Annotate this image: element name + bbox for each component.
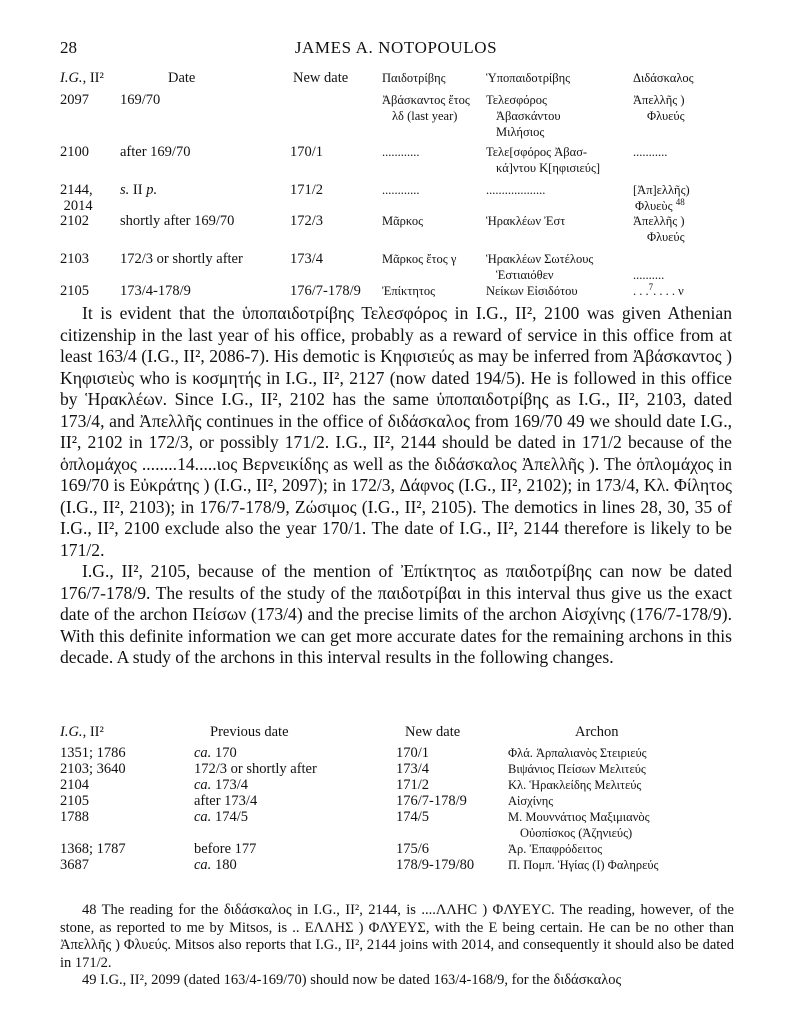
- cell-previous-date: before 177: [194, 841, 257, 857]
- footnote-48: 48 The reading for the διδάσκαλος in I.G., II², 2144, is ....ΛΛΗϹ ) ΦΛΥΕΥϹ. The reading, however, of the stone, as reported to me by Mitsos, is .. ΕΛΛΗΣ ) ΦΛΥΕΥΣ, with the E being certain. He can be no other than Ἀπελλῆς ) Φλυεύς. Mitsos also reports that I.G., II², 2144 joins with 2014, and consequently it should also be dated in 171/2.: [60, 902, 734, 971]
- cell-hypopaidotribes: Τελεσφόρος Ἀβασκάντου Μιλήσιος: [486, 93, 561, 139]
- cell-paidotribes: Μᾶρκος ἔτος γ: [382, 252, 457, 266]
- cell-paidotribes: ............: [382, 183, 420, 197]
- cell-paidotribes: ............: [382, 145, 420, 159]
- cell-date: after 169/70: [120, 144, 191, 160]
- cell-didaskalos: . . .$^7$. . . . ν: [633, 282, 684, 298]
- cell-archon: Φλά. Ἁρπαλιανὸς Στειριεύς: [508, 746, 647, 760]
- cell-ig: 2100: [60, 144, 89, 160]
- cell-previous-date: after 173/4: [194, 793, 258, 809]
- footnotes: [60, 902, 734, 990]
- cell-new-date: 174/5: [396, 809, 430, 825]
- cell-date: s. II p.: [120, 182, 158, 198]
- cell-new-date: 171/2: [396, 777, 430, 793]
- cell-archon: Π. Πομπ. Ἡγίας (I) Φαληρεύς: [508, 858, 659, 872]
- running-head: JAMES A. NOTOPOULOS: [294, 38, 498, 57]
- cell-archon: Αἰσχίνης: [508, 794, 554, 808]
- table-row: [60, 144, 736, 182]
- footnote-49: 49 I.G., II², 2099 (dated 163/4-169/70) should now be dated 163/4-168/9, for the διδάσκαλος: [82, 972, 622, 988]
- cell-ig: 1788: [60, 809, 89, 825]
- cell-date: 172/3 or shortly after: [120, 251, 243, 267]
- cell-ig: 2103: [60, 251, 89, 267]
- cell-new-date: 176/7-178/9: [290, 283, 361, 299]
- table-row: [60, 761, 736, 777]
- cell-ig: 1351; 1786: [60, 745, 126, 761]
- table-row: [60, 857, 736, 873]
- cell-hypopaidotribes: Ἡρακλέων Σωτέλους Ἑστιαιόθεν: [486, 252, 594, 282]
- table-row: [60, 745, 736, 761]
- table-row: [60, 213, 736, 251]
- cell-new-date: 178/9-179/80: [396, 857, 475, 873]
- column-header-ig: I.G., II²: [60, 724, 104, 740]
- cell-new-date: 176/7-178/9: [396, 793, 467, 809]
- cell-ig: 2102: [60, 213, 89, 229]
- cell-hypopaidotribes: ...................: [486, 183, 546, 197]
- body-text: [60, 303, 732, 669]
- table-row: [60, 809, 736, 841]
- table-row: [60, 841, 736, 857]
- table-row: [60, 92, 736, 144]
- column-header-ig: I.G., II²: [60, 70, 104, 86]
- column-header-new-date: New date: [293, 70, 349, 86]
- cell-ig: 2104: [60, 777, 89, 793]
- cell-previous-date: ca. 174/5: [194, 809, 248, 825]
- cell-previous-date: ca. 170: [194, 745, 237, 761]
- cell-didaskalos: Ἀπελλῆς ) Φλυεύς: [633, 93, 685, 123]
- cell-new-date: 175/6: [396, 841, 430, 857]
- cell-ig: 2103; 3640: [60, 761, 126, 777]
- cell-paidotribes: Μᾶρκος: [382, 214, 424, 228]
- cell-new-date: 170/1: [396, 745, 430, 761]
- cell-new-date: 172/3: [290, 213, 324, 229]
- cell-ig: 2105: [60, 793, 89, 809]
- cell-new-date: 173/4: [396, 761, 430, 777]
- cell-archon: Κλ. Ἡρακλείδης Μελιτεύς: [508, 778, 642, 792]
- cell-paidotribes: Ἐπίκτητος: [382, 284, 436, 298]
- cell-didaskalos: ...........: [633, 145, 668, 159]
- cell-ig: 2144, 2014: [60, 182, 93, 214]
- cell-archon: Ἀρ. Ἐπαφρόδειτος: [508, 842, 603, 856]
- cell-didaskalos: ..........: [633, 268, 665, 282]
- cell-previous-date: ca. 180: [194, 857, 237, 873]
- cell-didaskalos: Ἀπελλῆς ) Φλυεύς: [633, 214, 685, 244]
- cell-hypopaidotribes: Νείκων Εἰσιδότου: [486, 284, 578, 298]
- column-header-didaskalos: Διδάσκαλος: [633, 71, 694, 85]
- table-row: [60, 182, 736, 213]
- cell-didaskalos: [Ἀπ]ελλῆς) Φλυεὺς $^{48}$: [633, 183, 690, 213]
- table-header-row: [60, 724, 736, 745]
- cell-new-date: 173/4: [290, 251, 324, 267]
- cell-ig: 1368; 1787: [60, 841, 126, 857]
- cell-hypopaidotribes: Ἡρακλέων Ἐστ: [486, 214, 566, 228]
- archons-table: [60, 724, 736, 873]
- cell-date: shortly after 169/70: [120, 213, 235, 229]
- page-header: [60, 38, 732, 60]
- cell-ig: 2097: [60, 92, 89, 108]
- cell-ig: 2105: [60, 283, 89, 299]
- cell-new-date: 170/1: [290, 144, 324, 160]
- cell-previous-date: ca. 173/4: [194, 777, 248, 793]
- cell-hypopaidotribes: Τελε[σφόρος Ἀβασ- κά]ντου Κ[ηφισιεύς]: [486, 145, 601, 175]
- table-row: [60, 283, 736, 301]
- column-header-date: Date: [168, 70, 196, 86]
- cell-previous-date: 172/3 or shortly after: [194, 761, 317, 777]
- column-header-archon: Archon: [575, 724, 619, 740]
- paragraph-1: It is evident that the ὑποπαιδοτρίβης Τελεσφόρος in I.G., II², 2100 was given Athenian citizenship in the last year of his office, probably as a reward of service in this office from at least 163/4 (I.G., II², 2086-7). His demotic is Κηφισιεύς as may be inferred from Ἀβάσκαντος ) Κηφισιεὺς who is κοσμητής in I.G., II², 2127 (now dated 194/5). He is followed in this office by Ἡρακλέων. Since I.G., II², 2102 has the same ὑποπαιδοτρίβης as I.G., II², 2103, dated 173/4, and Ἀπελλῆς continues in the office of διδάσκαλος from 169/70 49 we should date I.G., II², 2102 in 172/3, or possibly 171/2. I.G., II², 2144 should be dated in 171/2 because of the ὁπλομάχος ........14.....ιος Βερνεικίδης as well as the διδάσκαλος Ἀπελλῆς ). The ὁπλομάχος in 169/70 is Εὐκράτης ) (I.G., II², 2097); in 172/3, Δάφνος (I.G., II², 2102); in 173/4, Κλ. Φίλητος (I.G., II², 2103); in 176/7-178/9, Ζώσιμος (I.G., II², 2105). The demotics in lines 28, 30, 35 of I.G., II², 2100 exclude also the year 170/1. The date of I.G., II², 2144 therefore is likely to be 171/2.: [60, 303, 732, 560]
- page-number: 28: [60, 38, 77, 57]
- ephebic-officials-table: [60, 70, 736, 301]
- column-header-new-date: New date: [405, 724, 461, 740]
- cell-date: 173/4-178/9: [120, 283, 191, 299]
- column-header-previous-date: Previous date: [210, 724, 289, 740]
- cell-ig: 3687: [60, 857, 89, 873]
- table-row: [60, 793, 736, 809]
- cell-archon: Βιψάνιος Πείσων Μελιτεύς: [508, 762, 646, 776]
- column-header-hypopaidotribes: Ὑποπαιδοτρίβης: [486, 71, 571, 85]
- paragraph-2: I.G., II², 2105, because of the mention of Ἐπίκτητος as παιδοτρίβης can now be dated 176/7-178/9. The results of the study of the παιδοτρίβαι in this interval thus give us the exact date of the archon Πείσων (173/4) and the precise limits of the archon Αἰσχίνης (176/7-178/9). With this definite information we can get more accurate dates for the remaining archons in this decade. A study of the archons in this interval results in the following changes.: [60, 561, 732, 667]
- cell-date: 169/70: [120, 92, 161, 108]
- cell-archon: Μ. Μουννάτιος Μαξιμιανὸς Οὐοπίσκος (Ἀζηνιεύς): [508, 810, 650, 840]
- cell-paidotribes: Ἀβάσκαντος ἔτος λδ (last year): [382, 93, 470, 123]
- table-row: [60, 777, 736, 793]
- table-header-row: [60, 70, 736, 92]
- table-row: [60, 251, 736, 283]
- cell-new-date: 171/2: [290, 182, 324, 198]
- column-header-paidotribes: Παιδοτρίβης: [382, 71, 446, 85]
